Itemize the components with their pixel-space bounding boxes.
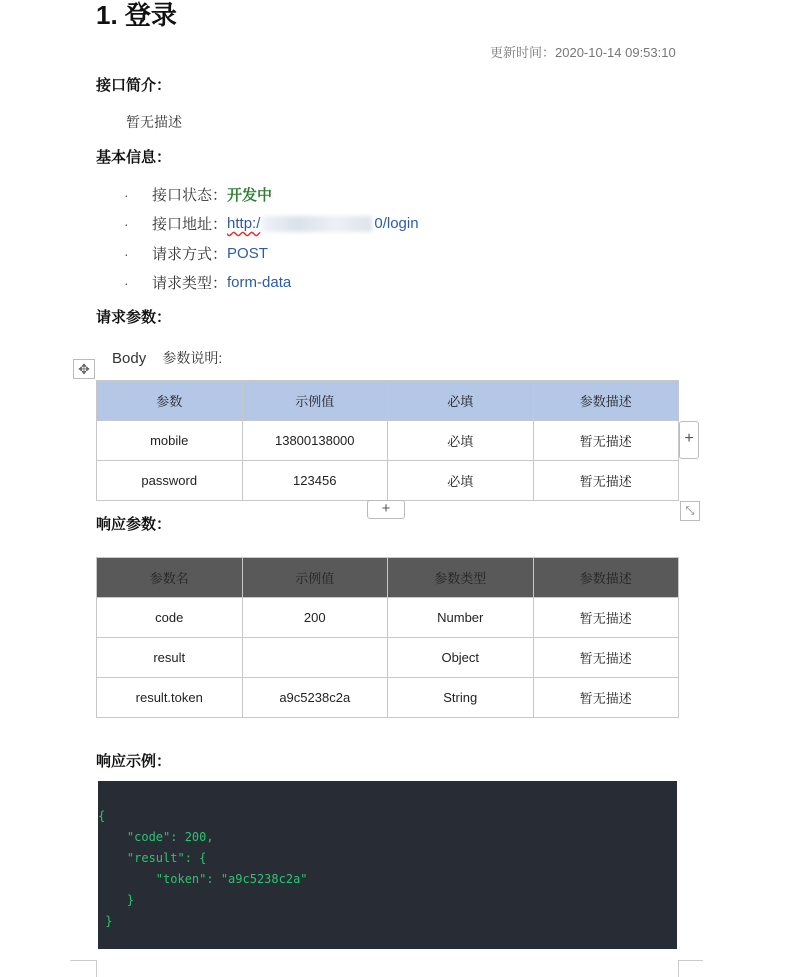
code-line: } (98, 914, 113, 928)
info-status-row (124, 184, 272, 205)
url-suffix[interactable]: 0/login (374, 215, 419, 232)
info-url-row (124, 213, 419, 234)
url-label: 接口地址： (152, 216, 228, 233)
table-cell[interactable]: String (388, 678, 534, 718)
info-type-row (124, 272, 291, 293)
table-row (97, 678, 679, 718)
code-line: } (98, 893, 135, 907)
code-line: "result": { (98, 851, 207, 865)
table-cell[interactable]: Object (388, 638, 534, 678)
table-cell[interactable]: 暂无描述 (533, 421, 679, 461)
bullet-icon: · (124, 186, 129, 203)
table-header-cell: 参数描述 (533, 381, 679, 421)
intro-text: 暂无描述 (126, 114, 182, 130)
code-line: "token": "a9c5238c2a" (98, 872, 308, 886)
table-cell[interactable] (242, 638, 388, 678)
table-cell[interactable]: 暂无描述 (533, 678, 679, 718)
info-method-row (124, 243, 268, 264)
code-line: { (98, 809, 106, 823)
table-header-cell: 必填 (388, 381, 534, 421)
table-cell[interactable]: 200 (242, 598, 388, 638)
table-cell[interactable]: result (97, 638, 243, 678)
section-basic-heading: 基本信息： (96, 149, 172, 166)
response-params-table (96, 557, 679, 718)
table-move-icon[interactable]: ✥ (73, 359, 95, 379)
page-title: 1. 登录 (96, 0, 177, 30)
bullet-icon: · (124, 245, 129, 262)
add-row-button[interactable]: + (367, 500, 405, 519)
bullet-icon: · (124, 215, 129, 232)
table-header-cell: 参数描述 (533, 558, 679, 598)
table-cell[interactable]: 暂无描述 (533, 461, 679, 501)
table-cell[interactable]: 123456 (242, 461, 388, 501)
page-corner-mark (70, 960, 97, 977)
section-request-heading: 请求参数： (96, 309, 172, 326)
status-value: 开发中 (227, 187, 273, 204)
response-example-code[interactable] (98, 781, 677, 949)
table-row (97, 638, 679, 678)
table-cell[interactable]: 13800138000 (242, 421, 388, 461)
table-resize-icon[interactable]: ⤡ (680, 501, 700, 521)
table-cell[interactable]: 必填 (388, 421, 534, 461)
table-row (97, 598, 679, 638)
type-value: form-data (227, 274, 292, 291)
table-header-row (97, 558, 679, 598)
table-row (97, 421, 679, 461)
add-column-button[interactable]: + (679, 421, 699, 459)
table-header-cell: 参数类型 (388, 558, 534, 598)
method-label: 请求方式： (152, 246, 228, 263)
section-example-heading: 响应示例： (96, 753, 172, 770)
status-label: 接口状态： (152, 187, 228, 204)
table-header-row (97, 381, 679, 421)
table-row (97, 461, 679, 501)
table-cell[interactable]: password (97, 461, 243, 501)
table-header-cell: 示例值 (242, 381, 388, 421)
table-header-cell: 参数名 (97, 558, 243, 598)
section-intro-heading: 接口简介： (96, 77, 172, 94)
table-cell[interactable]: Number (388, 598, 534, 638)
table-cell[interactable]: 暂无描述 (533, 598, 679, 638)
table-cell[interactable]: code (97, 598, 243, 638)
table-header-cell: 示例值 (242, 558, 388, 598)
updated-time: 更新时间：2020-10-14 09:53:10 (490, 45, 676, 60)
bullet-icon: · (124, 274, 129, 291)
url-prefix[interactable]: http:/ (227, 215, 261, 232)
request-params-table (96, 380, 679, 501)
body-desc: 参数说明: (162, 350, 223, 366)
table-cell[interactable]: result.token (97, 678, 243, 718)
redacted-host (262, 216, 372, 232)
section-response-heading: 响应参数： (96, 516, 172, 533)
code-line: "code": 200, (98, 830, 214, 844)
table-cell[interactable]: 必填 (388, 461, 534, 501)
body-line (112, 348, 222, 368)
type-label: 请求类型： (152, 275, 228, 292)
table-cell[interactable]: 暂无描述 (533, 638, 679, 678)
body-label: Body (112, 350, 147, 367)
page-corner-mark (678, 960, 703, 977)
table-cell[interactable]: mobile (97, 421, 243, 461)
method-value: POST (227, 245, 268, 262)
table-cell[interactable]: a9c5238c2a (242, 678, 388, 718)
table-header-cell: 参数 (97, 381, 243, 421)
